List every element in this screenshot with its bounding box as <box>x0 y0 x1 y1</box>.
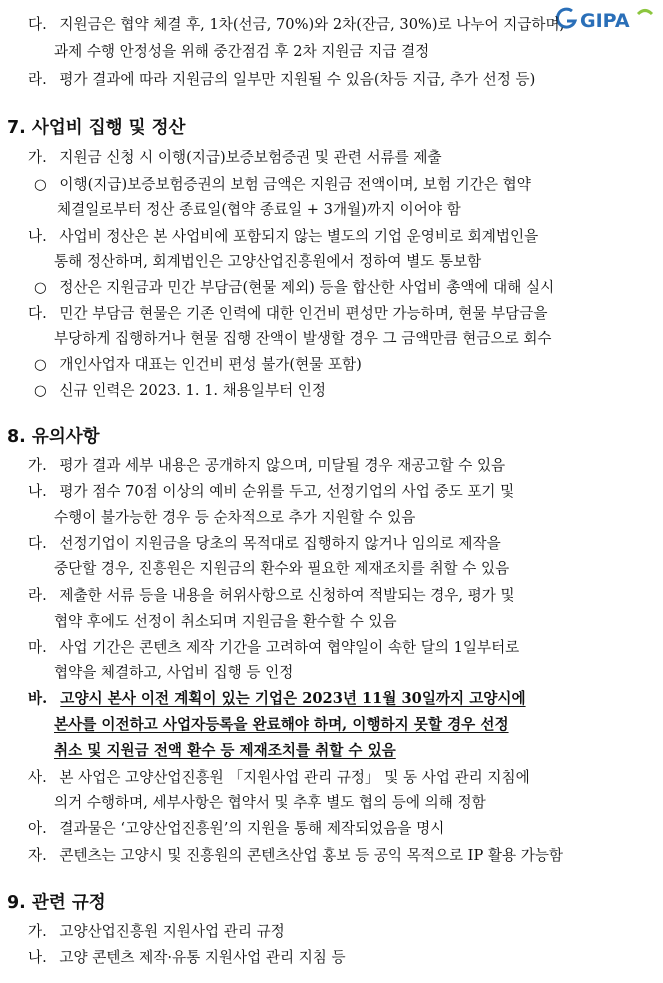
item-marker: 나. <box>28 949 47 966</box>
item-marker: 나. <box>28 483 47 500</box>
bullet-marker: ○ <box>34 279 47 296</box>
s8-item-ja <box>28 846 563 866</box>
item-marker: 아. <box>28 820 47 837</box>
intro-item-da <box>28 15 564 35</box>
bullet-marker: ○ <box>34 176 47 193</box>
logo-text: GIPA <box>580 10 630 32</box>
s8-item-ma-cont: 협약을 체결하고, 사업비 집행 등 인정 <box>54 664 294 681</box>
s7-bullet-1-cont: 체결일로부터 정산 종료일(협약 종료일 + 3개월)까지 이어야 함 <box>57 201 461 218</box>
s8-item-ra <box>28 586 515 606</box>
section-title-7: 7. 사업비 집행 및 정산 <box>7 118 186 138</box>
s7-item-da <box>28 304 547 324</box>
bullet-marker: ○ <box>34 382 47 399</box>
gipa-logo <box>552 6 658 32</box>
item-text: 사업비 정산은 본 사업비에 포함되지 않는 별도의 기업 운영비로 회계법인을 <box>59 228 539 245</box>
intro-item-da-cont: 과제 수행 안정성을 위해 중간점검 후 2차 지원금 지급 결정 <box>54 43 430 60</box>
item-marker: 다. <box>28 16 47 33</box>
item-text: 신규 인력은 2023. 1. 1. 채용일부터 인정 <box>59 382 327 399</box>
s8-item-ba-cont-1: 본사를 이전하고 사업자등록을 완료해야 하며, 이행하지 못할 경우 선정 <box>54 716 509 733</box>
item-marker: 라. <box>28 71 47 88</box>
item-text: 고양 콘텐츠 제작·유통 지원사업 관리 지침 등 <box>59 949 346 966</box>
item-marker: 가. <box>28 149 47 166</box>
item-marker: 마. <box>28 639 47 656</box>
item-text: 본 사업은 고양산업진흥원 「지원사업 관리 규정」 및 동 사업 관리 지침에 <box>59 769 530 786</box>
item-marker: 바. <box>28 690 48 707</box>
item-text: 평가 결과 세부 내용은 공개하지 않으며, 미달될 경우 재공고할 수 있음 <box>59 457 506 474</box>
item-marker: 가. <box>28 923 47 940</box>
s8-item-a <box>28 819 444 839</box>
item-text: 지원금은 협약 체결 후, 1차(선금, 70%)와 2차(잔금, 30%)로 나누어 지급하며, <box>59 16 565 33</box>
item-text: 정산은 지원금과 민간 부담금(현물 제외) 등을 합산한 사업비 총액에 대해 실시 <box>59 279 555 296</box>
item-text: 결과물은 ‘고양산업진흥원’의 지원을 통해 제작되었음을 명시 <box>59 820 445 837</box>
s8-item-ba <box>28 689 526 709</box>
s9-item-ga <box>28 922 285 942</box>
item-marker: 사. <box>28 769 47 786</box>
item-text: 선정기업이 지원금을 당초의 목적대로 집행하지 않거나 임의로 제작을 <box>59 535 501 552</box>
item-text: 지원금 신청 시 이행(지급)보증보험증권 및 관련 서류를 제출 <box>59 149 442 166</box>
s7-item-ga <box>28 148 442 168</box>
s8-item-na-cont: 수행이 불가능한 경우 등 순차적으로 추가 지원할 수 있음 <box>54 509 416 526</box>
s8-item-da-cont: 중단할 경우, 진흥원은 지원금의 환수와 필요한 제재조치를 취할 수 있음 <box>54 560 510 577</box>
item-marker: 자. <box>28 847 47 864</box>
s7-item-da-cont: 부당하게 집행하거나 현물 집행 잔액이 발생할 경우 그 금액만큼 현금으로 회수 <box>54 330 552 347</box>
s7-bullet-1 <box>34 175 531 195</box>
item-marker: 다. <box>28 535 47 552</box>
item-text: 이행(지급)보증보험증권의 보험 금액은 지원금 전액이며, 보험 기간은 협약 <box>59 176 531 193</box>
intro-item-ra <box>28 70 535 90</box>
item-marker: 라. <box>28 587 47 604</box>
section-title-9: 9. 관련 규정 <box>7 893 106 913</box>
s9-item-na <box>28 948 346 968</box>
item-text: 평가 점수 70점 이상의 예비 순위를 두고, 선정기업의 사업 중도 포기 및 <box>59 483 515 500</box>
item-text: 사업 기간은 콘텐츠 제작 기간을 고려하여 협약일이 속한 달의 1일부터로 <box>59 639 520 656</box>
s8-item-da <box>28 534 501 554</box>
item-text: 평가 결과에 따라 지원금의 일부만 지원될 수 있음(차등 지급, 추가 선정 등) <box>59 71 536 88</box>
item-marker: 나. <box>28 228 47 245</box>
s8-item-na <box>28 482 514 502</box>
section-title-8: 8. 유의사항 <box>7 427 100 447</box>
s7-bullet-4 <box>34 381 326 401</box>
item-text: 개인사업자 대표는 인건비 편성 불가(현물 포함) <box>59 356 362 373</box>
bullet-marker: ○ <box>34 356 47 373</box>
s7-bullet-2 <box>34 278 554 298</box>
s8-item-ra-cont: 협약 후에도 선정이 취소되며 지원금을 환수할 수 있음 <box>54 613 397 630</box>
item-text: 콘텐츠는 고양시 및 진흥원의 콘텐츠산업 홍보 등 공익 목적으로 IP 활용 가능함 <box>59 847 564 864</box>
item-text: 고양산업진흥원 지원사업 관리 규정 <box>59 923 285 940</box>
s8-item-ma <box>28 638 519 658</box>
item-marker: 가. <box>28 457 47 474</box>
s8-item-ba-cont-2: 취소 및 지원금 전액 환수 등 제재조치를 취할 수 있음 <box>54 742 396 759</box>
item-marker: 다. <box>28 305 47 322</box>
s7-item-na <box>28 227 538 247</box>
item-text: 민간 부담금 현물은 기존 인력에 대한 인건비 편성만 가능하며, 현물 부담금을 <box>59 305 548 322</box>
s8-item-sa <box>28 768 530 788</box>
emphasis-text: 고양시 본사 이전 계획이 있는 기업은 2023년 11월 30일까지 고양시에 <box>60 690 526 707</box>
s8-item-sa-cont: 의거 수행하며, 세부사항은 협약서 및 추후 별도 협의 등에 의해 정함 <box>54 794 486 811</box>
s7-item-na-cont: 통해 정산하며, 회계법인은 고양산업진흥원에서 정하여 별도 통보함 <box>54 253 482 270</box>
item-text: 제출한 서류 등을 내용을 허위사항으로 신청하여 적발되는 경우, 평가 및 <box>59 587 515 604</box>
s8-item-ga <box>28 456 505 476</box>
s7-bullet-3 <box>34 355 362 375</box>
